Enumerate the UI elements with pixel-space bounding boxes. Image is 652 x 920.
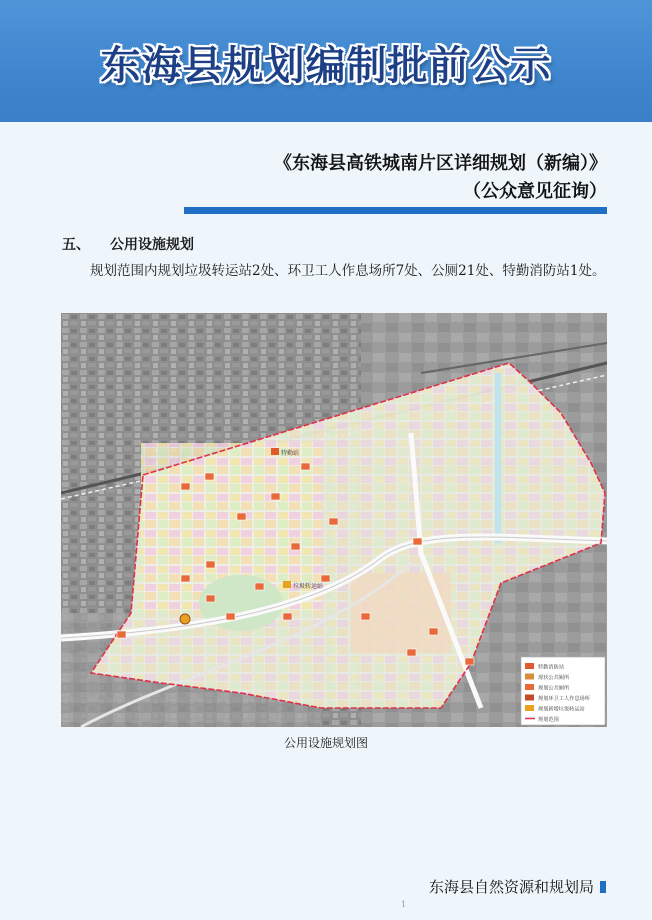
legend-swatch [525, 695, 534, 701]
page-title: 东海县规划编制批前公示 [100, 43, 552, 89]
footer-accent-mark [600, 881, 606, 893]
document-title-line1: 《东海县高铁城南片区详细规划（新编）》 [274, 153, 607, 174]
legend-swatch [525, 705, 534, 711]
header-banner [0, 0, 652, 122]
section-number: 五、 [62, 237, 90, 253]
document-title-line2: （公众意见征询） [463, 181, 607, 202]
page-marker: 1 [401, 900, 407, 909]
document-title [274, 150, 607, 206]
map-image [61, 313, 607, 727]
legend-label: 规划公共厕所 [538, 685, 570, 692]
legend-swatch [525, 684, 534, 690]
fire-station-label: 特勤站 [281, 450, 300, 457]
section-paragraph: 规划范围内规划垃圾转运站2处、环卫工人作息场所7处、公厕21处、特勤消防站1处。 [90, 263, 606, 279]
title-divider [184, 207, 607, 214]
legend-label: 现状公共厕所 [538, 675, 570, 681]
legend-swatch [525, 663, 534, 669]
transfer-station-label: 垃圾转运站 [293, 583, 324, 590]
organization-name: 东海县自然资源和规划局 [428, 878, 594, 896]
legend-label: 规划范围 [538, 717, 559, 723]
map-legend [521, 657, 605, 725]
legend-label: 规划环卫工人作息场所 [538, 696, 590, 702]
footer-organization [429, 876, 606, 897]
section-heading [62, 234, 194, 254]
legend-label: 特勤消防站 [538, 664, 564, 671]
section-title: 公用设施规划 [110, 237, 194, 253]
legend-swatch [525, 674, 534, 680]
figure-caption: 公用设施规划图 [283, 736, 368, 750]
legend-label: 规划新增垃圾转运站 [538, 706, 585, 713]
public-facilities-map [61, 313, 607, 727]
